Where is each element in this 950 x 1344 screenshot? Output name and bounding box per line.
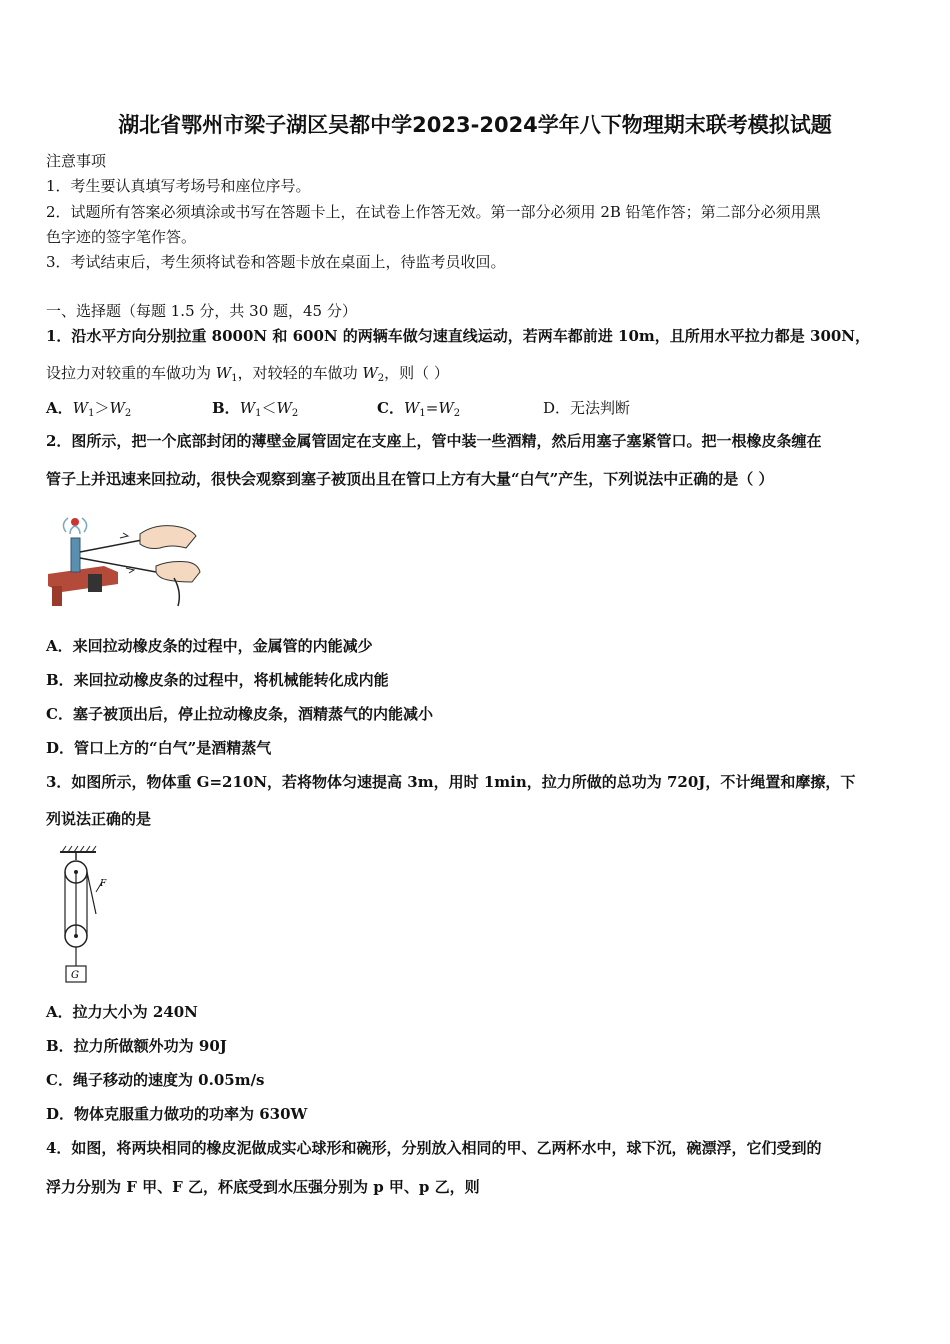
question-2-line2: 管子上并迅速来回拉动，很快会观察到塞子被顶出且在管口上方有大量“白气”产生，下列说法中正确的是（ ） [46,470,774,488]
question-4-line2: 浮力分别为 F 甲、F 乙，杯底受到水压强分别为 p 甲、p 乙，则 [46,1178,480,1196]
option-3a: A．拉力大小为 240N [46,1003,198,1021]
option-2b: B．来回拉动橡皮条的过程中，将机械能转化成内能 [46,671,389,689]
option-1c: C．$W_1=W_2$ [377,399,461,419]
option-1d: D．无法判断 [543,399,631,417]
option-2c: C．塞子被顶出后，停止拉动橡皮条，酒精蒸气的内能减小 [46,705,433,723]
option-3d: D．物体克服重力做功的功率为 630W [46,1105,308,1123]
rubber-band-end [174,578,179,606]
stopper [71,518,79,526]
notice-item: 3．考试结束后，考生须将试卷和答题卡放在桌面上，待监考员收回。 [46,253,506,271]
hand-upper [140,526,196,549]
metal-tube [71,538,80,572]
page-title: 湖北省鄂州市梁子湖区吴都中学2023-2024学年八下物理期末联考模拟试题 [118,113,832,137]
question-2-line1: 2．图所示，把一个底部封闭的薄壁金属管固定在支座上，管中装一些酒精，然后用塞子塞紧管口。把一根橡皮条缠在 [46,432,822,450]
metal-tube-figure [44,512,204,608]
hand-lower [156,562,200,583]
option-1b: B．$W_1<W_2$ [212,399,299,419]
notice-item: 色字迹的签字笔作答。 [46,228,197,246]
question-1-line1: 1．沿水平方向分别拉重 8000N 和 600N 的两辆车做匀速直线运动，若两车都前进 10m，且所用水平拉力都是 300N， [46,327,871,345]
option-2d: D．管口上方的“白气”是酒精蒸气 [46,739,272,757]
notice-item: 2．试题所有答案必须填涂或书写在答题卡上，在试卷上作答无效。第一部分必须用 2B 铅笔作答；第二部分必须用黑 [46,203,821,221]
option-3c: C．绳子移动的速度为 0.05m/s [46,1071,265,1089]
question-3-line1: 3．如图所示，物体重 G=210N，若将物体匀速提高 3m，用时 1min，拉力所做的总功为 720J，不计绳置和摩擦，下 [46,773,856,791]
option-1a: A．$W_1>W_2$ [46,399,132,419]
weight-label: G [71,970,79,981]
pull-rope [87,872,96,914]
option-2a: A．来回拉动橡皮条的过程中，金属管的内能减少 [46,637,373,655]
force-label: F [100,879,107,889]
question-3-line2: 列说法正确的是 [46,810,152,828]
notice-item: 1．考生要认真填写考场号和座位序号。 [46,177,311,195]
question-4-line1: 4．如图，将两块相同的橡皮泥做成实心球形和碗形，分别放入相同的甲、乙两杯水中，球下沉，碗漂浮，它们受到的 [46,1139,822,1157]
notice-heading: 注意事项 [46,152,107,170]
question-1-line2: 设拉力对较重的车做功为 $W_1$，对较轻的车做功 $W_2$，则（ ） [46,364,449,384]
section-heading: 一、选择题（每题 1.5 分，共 30 题，45 分） [46,302,357,320]
option-3b: B．拉力所做额外功为 90J [46,1037,227,1055]
stand-leg [52,586,62,606]
clamp-block [88,574,102,592]
pulley-figure [56,842,120,990]
